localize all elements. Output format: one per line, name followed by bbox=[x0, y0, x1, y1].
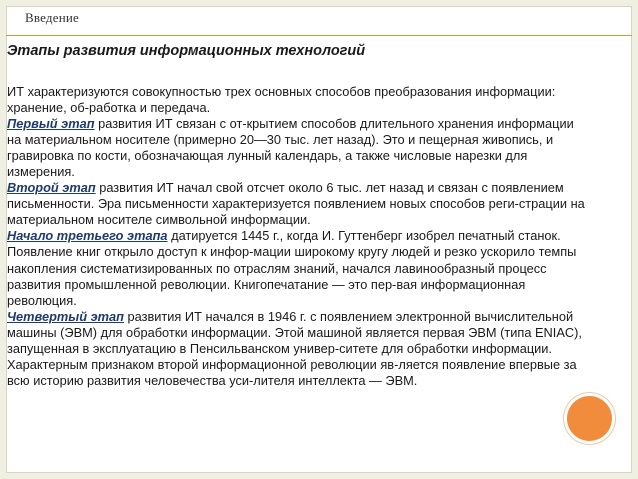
stage-2-text: развития ИТ начал свой отсчет около 6 тыс. лет назад и связан с появлением письменности. Эра письменности характеризуется появлением новых способов реги-страции на материальном носителе символьной информации. bbox=[7, 180, 585, 228]
stage-2-paragraph bbox=[7, 180, 585, 228]
frame-right-border bbox=[632, 0, 638, 479]
stage-4-text: развития ИТ начался в 1946 г. с появлением электронной вычислительной машины (ЭВМ) для обработки информации. Этой машиной является первая ЭВМ (типа ENIAC), запущенная в эксплуатацию в Пенсильванском универ-ситете для обработки информации. Характерным признаком второй информационной революции яв-ляется появление впервые за всю историю развития человечества уси-лителя интеллекта — ЭВМ. bbox=[7, 308, 582, 388]
frame-bottom-border bbox=[0, 473, 638, 479]
stage-4-term: Четвертый этап bbox=[7, 308, 124, 324]
stage-3-text: датируется 1445 г., когда И. Гуттенберг изобрел печатный станок. Появление книг открыло доступ к инфор-мации широкому кругу людей и резко ускорило темпы накопления систематизированных по отраслям знаний, начался лавинообразный процесс развития промышленной революции. Книгопечатание — это пер-вая информационная революция. bbox=[7, 228, 577, 308]
decorative-orange-circle bbox=[567, 396, 612, 441]
stage-3-term: Начало третьего этапа bbox=[7, 228, 168, 244]
stage-1-term: Первый этап bbox=[7, 116, 95, 132]
header-divider bbox=[6, 35, 632, 36]
section-title: Введение bbox=[25, 10, 79, 25]
intro-paragraph: ИТ характеризуются совокупностью трех основных способов преобразования информации: хранение, об-работка и передача. bbox=[7, 84, 556, 116]
stage-1-text: развития ИТ связан с от-крытием способов длительного хранения информации на материальном носителе (примерно 20—30 тыс. лет назад). Это и пещерная живопись, и гравировка по кости, обозначающая лунный календарь, а также числовые нарезки для измерения. bbox=[7, 116, 574, 180]
stage-2-term: Второй этап bbox=[7, 180, 96, 196]
slide-title: Этапы развития информационных технологий bbox=[7, 43, 366, 59]
stage-3-paragraph bbox=[7, 228, 585, 308]
stage-1-paragraph bbox=[7, 116, 585, 180]
slide-body bbox=[7, 84, 585, 389]
stage-4-paragraph bbox=[7, 309, 585, 389]
